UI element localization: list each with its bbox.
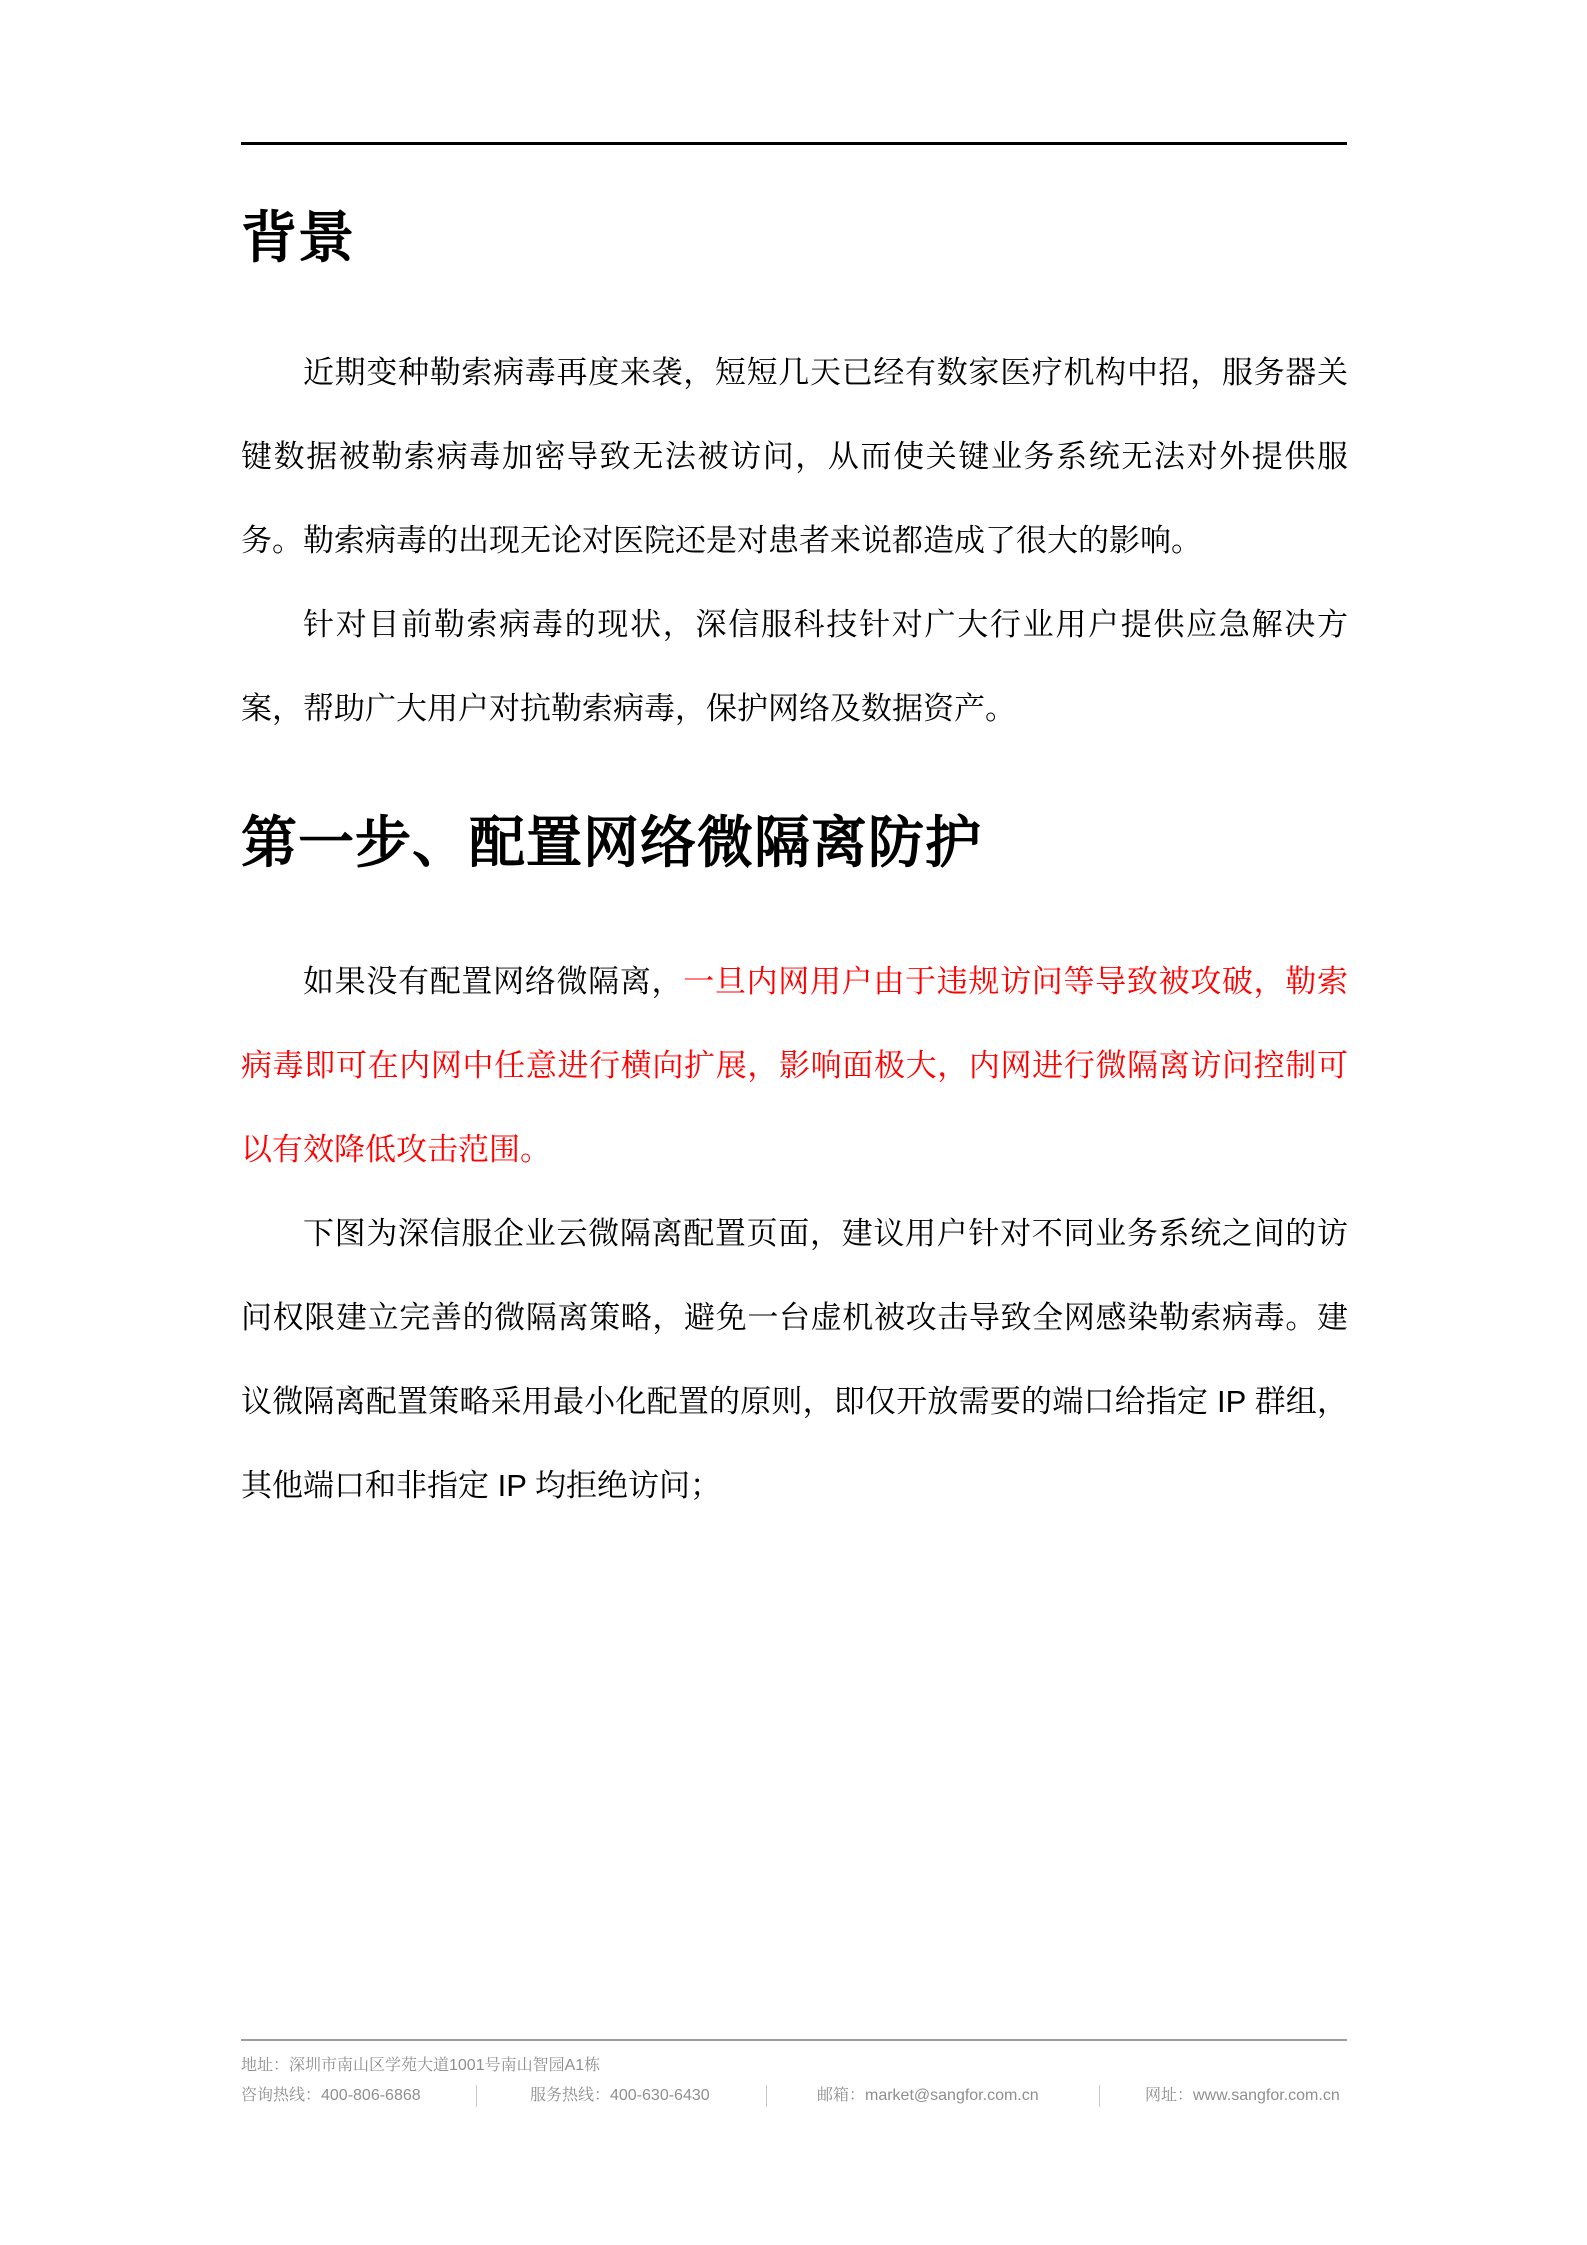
paragraph-line: 问权限建立完善的微隔离策略，避免一台虚机被攻击导致全网感染勒索病毒。建 (241, 1300, 1348, 1335)
footer-contacts (241, 2085, 1347, 2107)
paragraph-line: 下图为深信服企业云微隔离配置页面，建议用户针对不同业务系统之间的访 (303, 1216, 1348, 1251)
footer-rule (241, 2039, 1347, 2041)
footer-consult-hotline: 咨询热线：400-806-6868 (241, 2087, 421, 2104)
text-segment-red: 一旦内网用户由于违规访问等导致被攻破，勒索 (683, 964, 1348, 999)
section-heading-step1: 第一步、配置网络微隔离防护 (241, 811, 982, 874)
paragraph-line: 务。勒索病毒的出现无论对医院还是对患者来说都造成了很大的影响。 (241, 523, 1202, 558)
paragraph-line: 其他端口和非指定 IP 均拒绝访问； (241, 1468, 721, 1503)
footer-service-hotline: 服务热线：400-630-6430 (476, 2085, 766, 2107)
paragraph-line: 近期变种勒索病毒再度来袭，短短几天已经有数家医疗机构中招，服务器关 (303, 355, 1348, 390)
section-heading-background: 背景 (241, 206, 355, 269)
text-segment-black: 如果没有配置网络微隔离， (303, 964, 684, 999)
step1-paragraphs (241, 940, 1348, 1528)
paragraph-line-red: 病毒即可在内网中任意进行横向扩展，影响面极大，内网进行微隔离访问控制可 (241, 1048, 1348, 1083)
page-footer (241, 2039, 1347, 2107)
paragraph-line-red: 以有效降低攻击范围。 (241, 1132, 551, 1167)
paragraph-line: 键数据被勒索病毒加密导致无法被访问，从而使关键业务系统无法对外提供服 (241, 439, 1348, 474)
footer-email: 邮箱：market@sangfor.com.cn (766, 2085, 1099, 2107)
header-rule (241, 142, 1347, 145)
footer-address: 地址：深圳市南山区学苑大道1001号南山智园A1栋 (241, 2057, 601, 2074)
paragraph-line (241, 940, 1348, 1024)
footer-website: 网址：www.sangfor.com.cn (1099, 2085, 1347, 2107)
intro-paragraphs (241, 331, 1348, 751)
paragraph-line: 针对目前勒索病毒的现状，深信服科技针对广大行业用户提供应急解决方 (303, 607, 1348, 642)
paragraph-line: 议微隔离配置策略采用最小化配置的原则，即仅开放需要的端口给指定 IP 群组， (241, 1384, 1348, 1419)
paragraph-line: 案，帮助广大用户对抗勒索病毒，保护网络及数据资产。 (241, 691, 1016, 726)
